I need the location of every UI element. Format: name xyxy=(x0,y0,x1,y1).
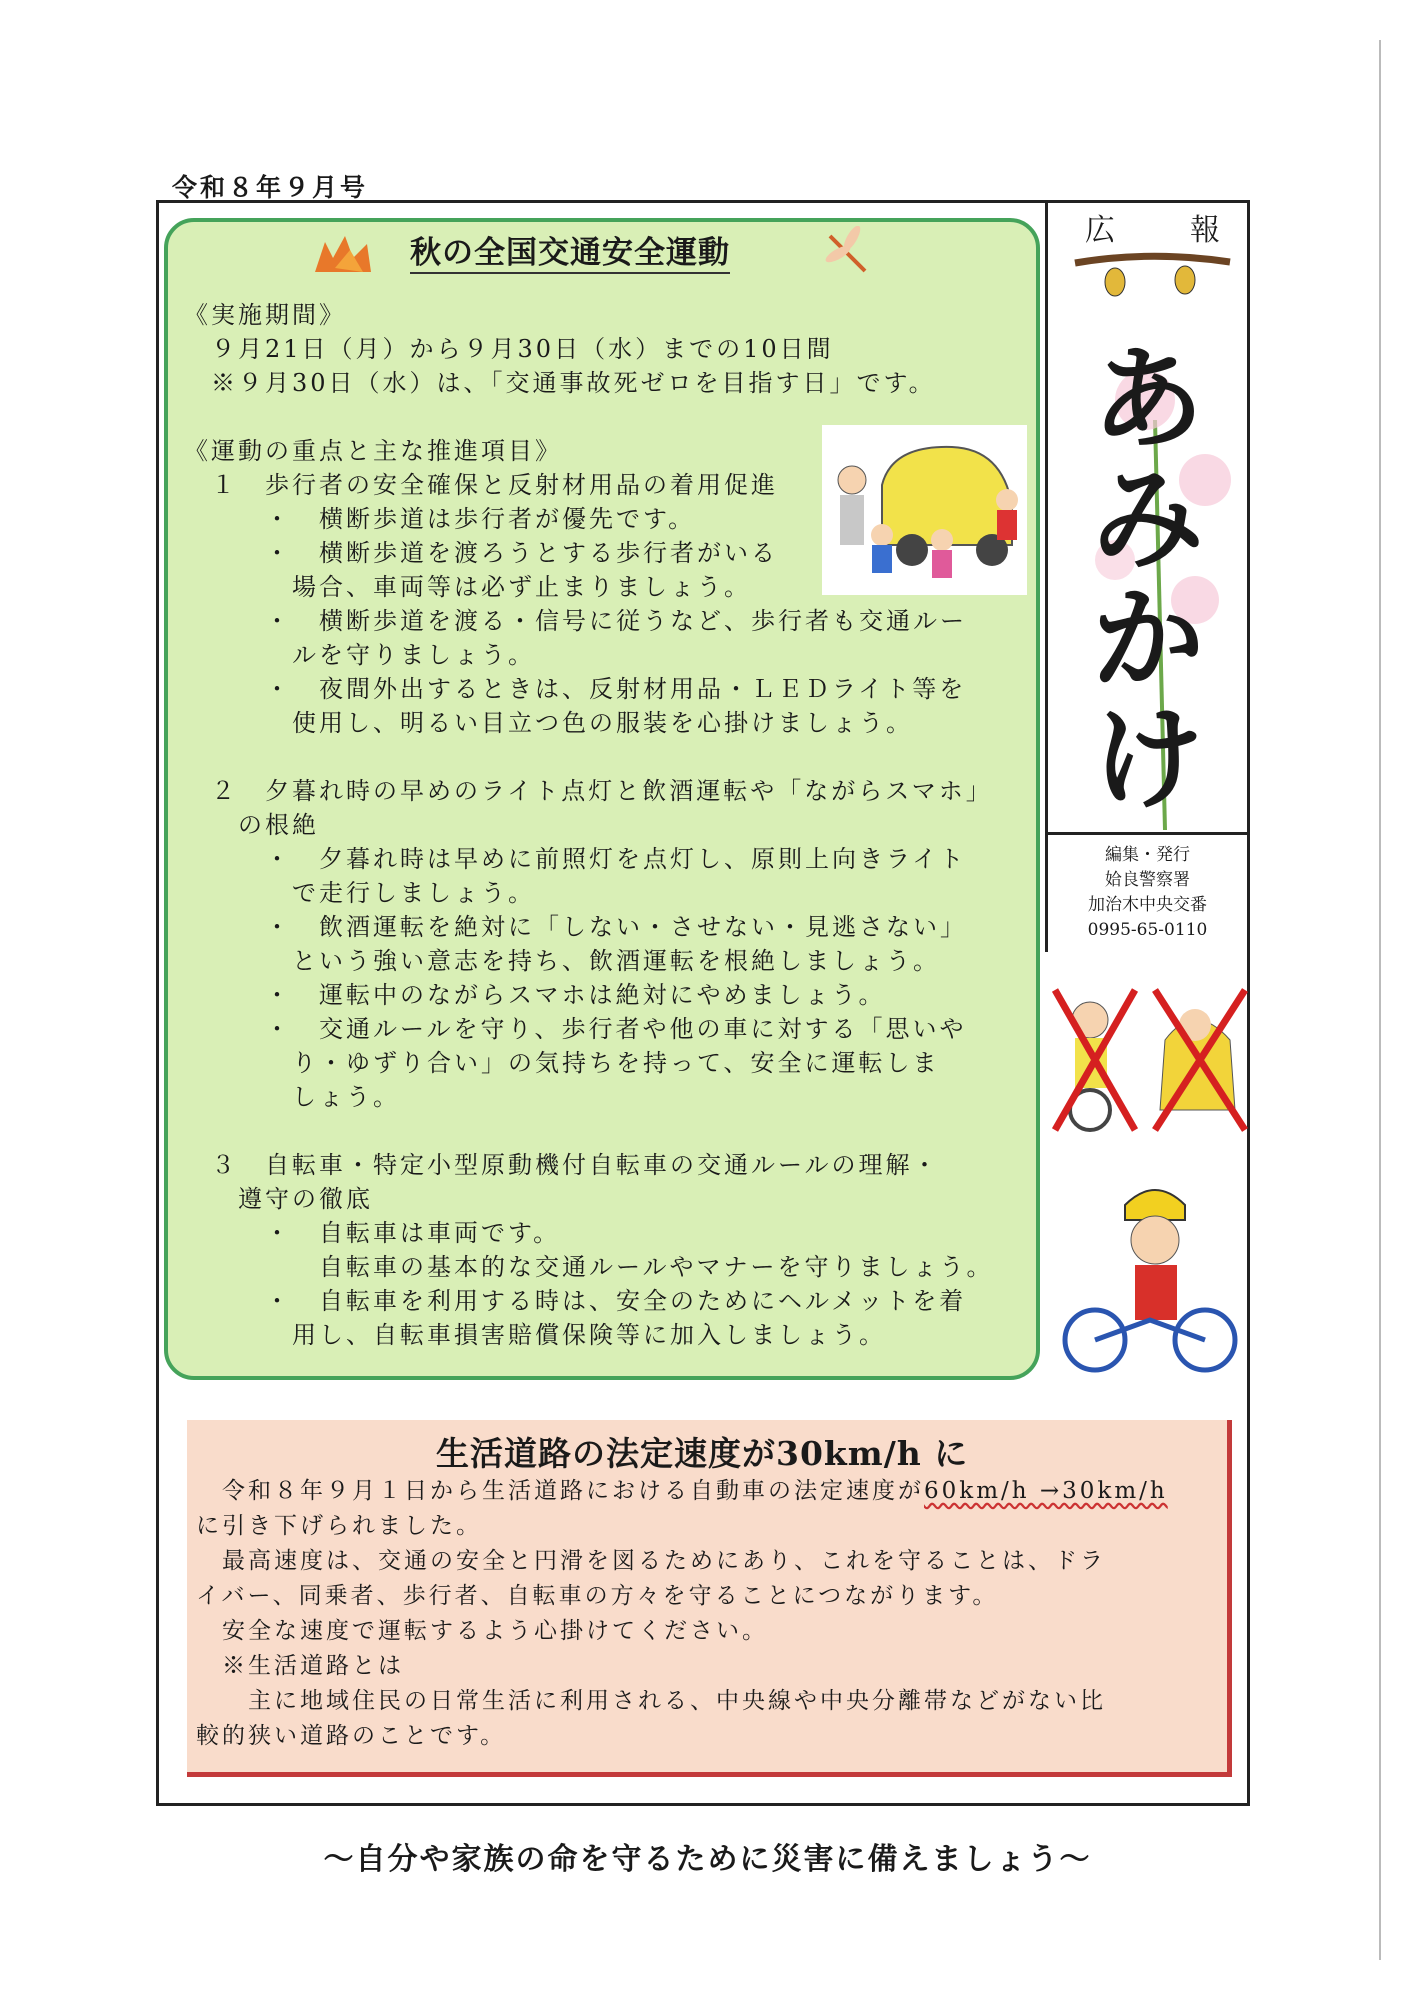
credit-line: 編集・発行 xyxy=(1105,845,1190,865)
campaign-line: という強い意志を持ち、飲酒運転を根絶しましょう。 xyxy=(184,947,940,975)
speed-line: イバー、同乗者、歩行者、自転車の方々を守ることにつながります。 xyxy=(196,1583,999,1609)
speed-line: 主に地域住民の日常生活に利用される、中央線や中央分離帯などがない比 xyxy=(196,1688,1106,1714)
footer-slogan: ～自分や家族の命を守るために災害に備えましょう～ xyxy=(323,1842,1092,1877)
crosswalk-illustration xyxy=(822,425,1027,595)
speed-line: 較的狭い道路のことです。 xyxy=(196,1723,507,1749)
campaign-line: ・ 自転車を利用する時は、安全のためにヘルメットを着 xyxy=(184,1287,967,1315)
newsletter-name-char: み xyxy=(1092,454,1204,585)
campaign-line: 遵守の徹底 xyxy=(184,1185,373,1213)
campaign-line: の根絶 xyxy=(184,811,319,839)
campaign-line: ・ 横断歩道を渡る・信号に従うなど、歩行者も交通ルー xyxy=(184,607,967,635)
speed-limit-body xyxy=(196,1474,1226,1754)
campaign-line: 《実施期間》 xyxy=(184,301,346,329)
speed-line xyxy=(196,1474,1226,1509)
campaign-line: ・ 飲酒運転を絶対に「しない・させない・見逃さない」 xyxy=(184,913,967,941)
campaign-line: ・ 交通ルールを守り、歩行者や他の車に対する「思いや xyxy=(184,1015,967,1043)
newsletter-name-char: か xyxy=(1092,574,1204,705)
masthead-title-left: 広 xyxy=(1085,213,1115,248)
masthead-title-right: 報 xyxy=(1190,213,1220,248)
campaign-line: で走行しましょう。 xyxy=(184,879,535,907)
campaign-line: ・ 横断歩道を渡ろうとする歩行者がいる xyxy=(184,539,778,567)
campaign-line: ・ 夕暮れ時は早めに前照灯を点灯し、原則上向きライト xyxy=(184,845,967,873)
helmet-cyclist-illustration xyxy=(1055,1170,1240,1380)
campaign-line: ９月21日（月）から９月30日（水）までの10日間 xyxy=(184,335,834,363)
maple-leaf-icon xyxy=(305,232,385,280)
speed-limit-title: 生活道路の法定速度が30km/h に xyxy=(436,1434,969,1473)
speed-line: 最高速度は、交通の安全と円滑を図るためにあり、これを守ることは、ドラ xyxy=(196,1548,1106,1574)
issue-label: 令和８年９月号 xyxy=(172,173,369,202)
speed-line: ※生活道路とは xyxy=(196,1653,404,1679)
dragonfly-icon xyxy=(820,226,875,281)
campaign-line: ・ 夜間外出するときは、反射材用品・ＬＥＤライト等を xyxy=(184,675,967,703)
campaign-line: ※９月30日（水）は、「交通事故死ゼロを目指す日」です。 xyxy=(184,369,936,397)
bee-branch-icon xyxy=(1070,248,1235,308)
campaign-line xyxy=(184,740,1024,774)
credit-line: 加治木中央交番 xyxy=(1088,895,1207,915)
credit-line: 姶良警察署 xyxy=(1105,870,1190,890)
campaign-line: しょう。 xyxy=(184,1083,400,1111)
speed-line: に引き下げられました。 xyxy=(196,1513,482,1539)
campaign-line: ３ 自転車・特定小型原動機付自転車の交通ルールの理解・ xyxy=(184,1151,940,1179)
speed-line: 安全な速度で運転するよう心掛けてください。 xyxy=(196,1618,768,1644)
campaign-line: ルを守りましょう。 xyxy=(184,641,535,669)
campaign-title: 秋の全国交通安全運動 xyxy=(410,227,730,274)
campaign-line: 用し、自転車損害賠償保険等に加入しましょう。 xyxy=(184,1321,886,1349)
campaign-line: り・ゆずり合い」の気持ちを持って、安全に運転しま xyxy=(184,1049,940,1077)
no-phone-while-riding-illustration xyxy=(1045,980,1250,1140)
campaign-line: １ 歩行者の安全確保と反射材用品の着用促進 xyxy=(184,471,778,499)
campaign-line xyxy=(184,1114,1024,1148)
campaign-line: ・ 運転中のながらスマホは絶対にやめましょう。 xyxy=(184,981,886,1009)
scan-edge-line xyxy=(1379,40,1381,1960)
campaign-line: 使用し、明るい目立つ色の服装を心掛けましょう。 xyxy=(184,709,913,737)
campaign-line: ・ 横断歩道は歩行者が優先です。 xyxy=(184,505,696,533)
newsletter-name xyxy=(1083,334,1213,825)
masthead-title xyxy=(1085,205,1220,249)
speed-line-prefix: 令和８年９月１日から生活道路における自動車の法定速度が xyxy=(196,1478,924,1504)
campaign-line: ・ 自転車は車両です。 xyxy=(184,1219,561,1247)
campaign-line: 場合、車両等は必ず止まりましょう。 xyxy=(184,573,751,601)
publisher-credit xyxy=(1045,832,1250,952)
speed-change-highlight: 60km/h →30km/h xyxy=(924,1478,1168,1504)
credit-line: 0995-65-0110 xyxy=(1087,920,1208,940)
campaign-line: ２ 夕暮れ時の早めのライト点灯と飲酒運転や「ながらスマホ」 xyxy=(184,777,993,805)
campaign-line: 《運動の重点と主な推進項目》 xyxy=(184,437,562,465)
newsletter-name-char: あ xyxy=(1092,334,1204,465)
campaign-line: 自転車の基本的な交通ルールやマナーを守りましょう。 xyxy=(184,1253,994,1281)
newsletter-name-char: け xyxy=(1092,694,1204,825)
